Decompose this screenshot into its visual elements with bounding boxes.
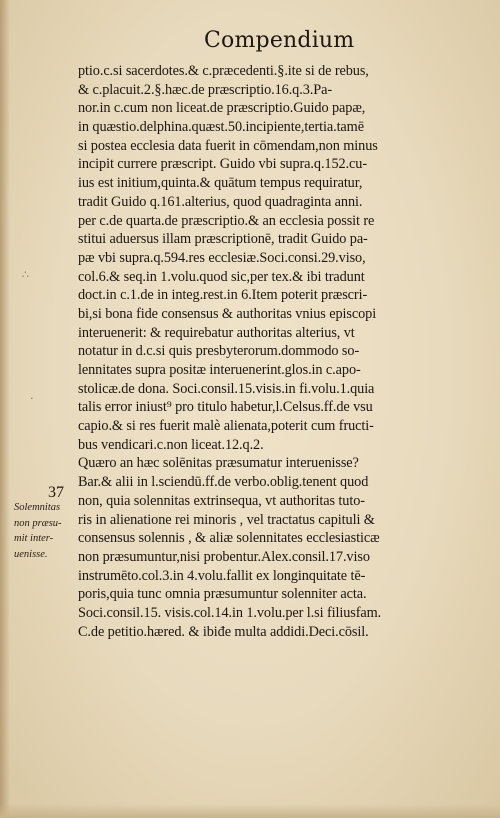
text-line: col.6.& seq.in 1.volu.quod sic,per tex.& ibi tradunt [78, 268, 365, 285]
text-line: bi,si bona fide consensus & authoritas vnius episcopi [78, 305, 377, 322]
page-bottom-shadow [0, 804, 500, 818]
text-line: si postea ecclesia data fuerit in cōmendam,non minus [78, 137, 378, 154]
text-line: consensus solennis , & aliæ solennitates ecclesiasticæ [78, 530, 380, 547]
text-line: lennitates supra positæ interuenerint.glos.in c.apo- [78, 362, 361, 378]
marginal-note [14, 500, 76, 562]
text-line: non præsumuntur,nisi probentur.Alex.consil.17.viso [78, 548, 370, 565]
text-line: stitui aduersus illam præscriptionē, tradit Guido pa- [78, 231, 368, 248]
margin-ink-mark: · [30, 392, 34, 405]
text-line: bus vendicari.c.non liceat.12.q.2. [78, 436, 264, 453]
text-line: ris in alienatione rei minoris , vel tractatus capituli & [78, 511, 375, 528]
marginal-note-line: non præsu- [14, 517, 62, 529]
text-line: doct.in c.1.de in integ.rest.in 6.Item poterit præscri- [78, 287, 368, 304]
text-line: ptio.c.si sacerdotes.& c.præcedenti.§.ite si de rebus, [78, 63, 369, 79]
text-line: incipit currere præscript. Guido vbi supra.q.152.cu- [78, 156, 368, 173]
text-line: stolicæ.de dona. Soci.consil.15.visis.in fi.volu.1.quia [78, 380, 375, 397]
running-head: Compendium [204, 28, 355, 53]
text-line: Quæro an hæc solēnitas præsumatur interuenisse? [78, 455, 359, 472]
text-line: pæ vbi supra.q.594.res ecclesiæ.Soci.consi.29.viso, [78, 249, 366, 266]
paragraph-number: 37 [48, 484, 64, 501]
text-line: per c.de quarta.de præscriptio.& an ecclesia possit re [78, 212, 375, 229]
marginal-note-line: uenisse. [14, 548, 48, 560]
text-line: notatur in d.c.si quis presbyterorum.dommodo so- [78, 343, 360, 360]
text-line: in quæstio.delphina.quæst.50.incipiente,tertia.tamē [78, 119, 364, 136]
text-line: & c.placuit.2.§.hæc.de præscriptio.16.q.3.Pa- [78, 81, 332, 98]
text-line: ius est initium,quinta.& quātum tempus requiratur, [78, 175, 363, 192]
marginal-note-line: Solemnitas [14, 502, 61, 513]
page-edge-shadow [0, 0, 10, 818]
text-line: instrumēto.col.3.in 4.volu.fallit ex longinquitate tē- [78, 567, 366, 584]
text-line: C.de petitio.hæred. & ibiđe multa addidi.Deci.cōsil. [78, 623, 369, 640]
text-line: tradit Guido q.161.alterius, quod quadraginta anni. [78, 193, 363, 210]
text-line: interuenerit: & requirebatur authoritas alterius, vt [78, 324, 355, 341]
margin-ink-mark: ∴ [22, 268, 29, 281]
text-line: talis error iniust⁹ pro titulo habetur,l.Celsus.ff.de vsu [78, 399, 373, 416]
text-line: poris,quia tunc omnia præsumuntur solenniter acta. [78, 586, 367, 603]
text-line: capio.& si res fuerit malè alienata,poterit cum fructi- [78, 418, 374, 435]
marginal-note-line: mit inter- [14, 533, 54, 544]
text-line: nor.in c.cum non liceat.de præscriptio.Guido papæ, [78, 100, 366, 117]
text-line: Bar.& alii in l.sciendū.ff.de verbo.oblig.tenent quod [78, 474, 369, 491]
main-text-block [78, 62, 456, 641]
text-line: Soci.consil.15. visis.col.14.in 1.volu.per l.si filiusfam. [78, 604, 382, 621]
text-line: non, quia solennitas extrinsequa, vt authoritas tuto- [78, 492, 365, 509]
